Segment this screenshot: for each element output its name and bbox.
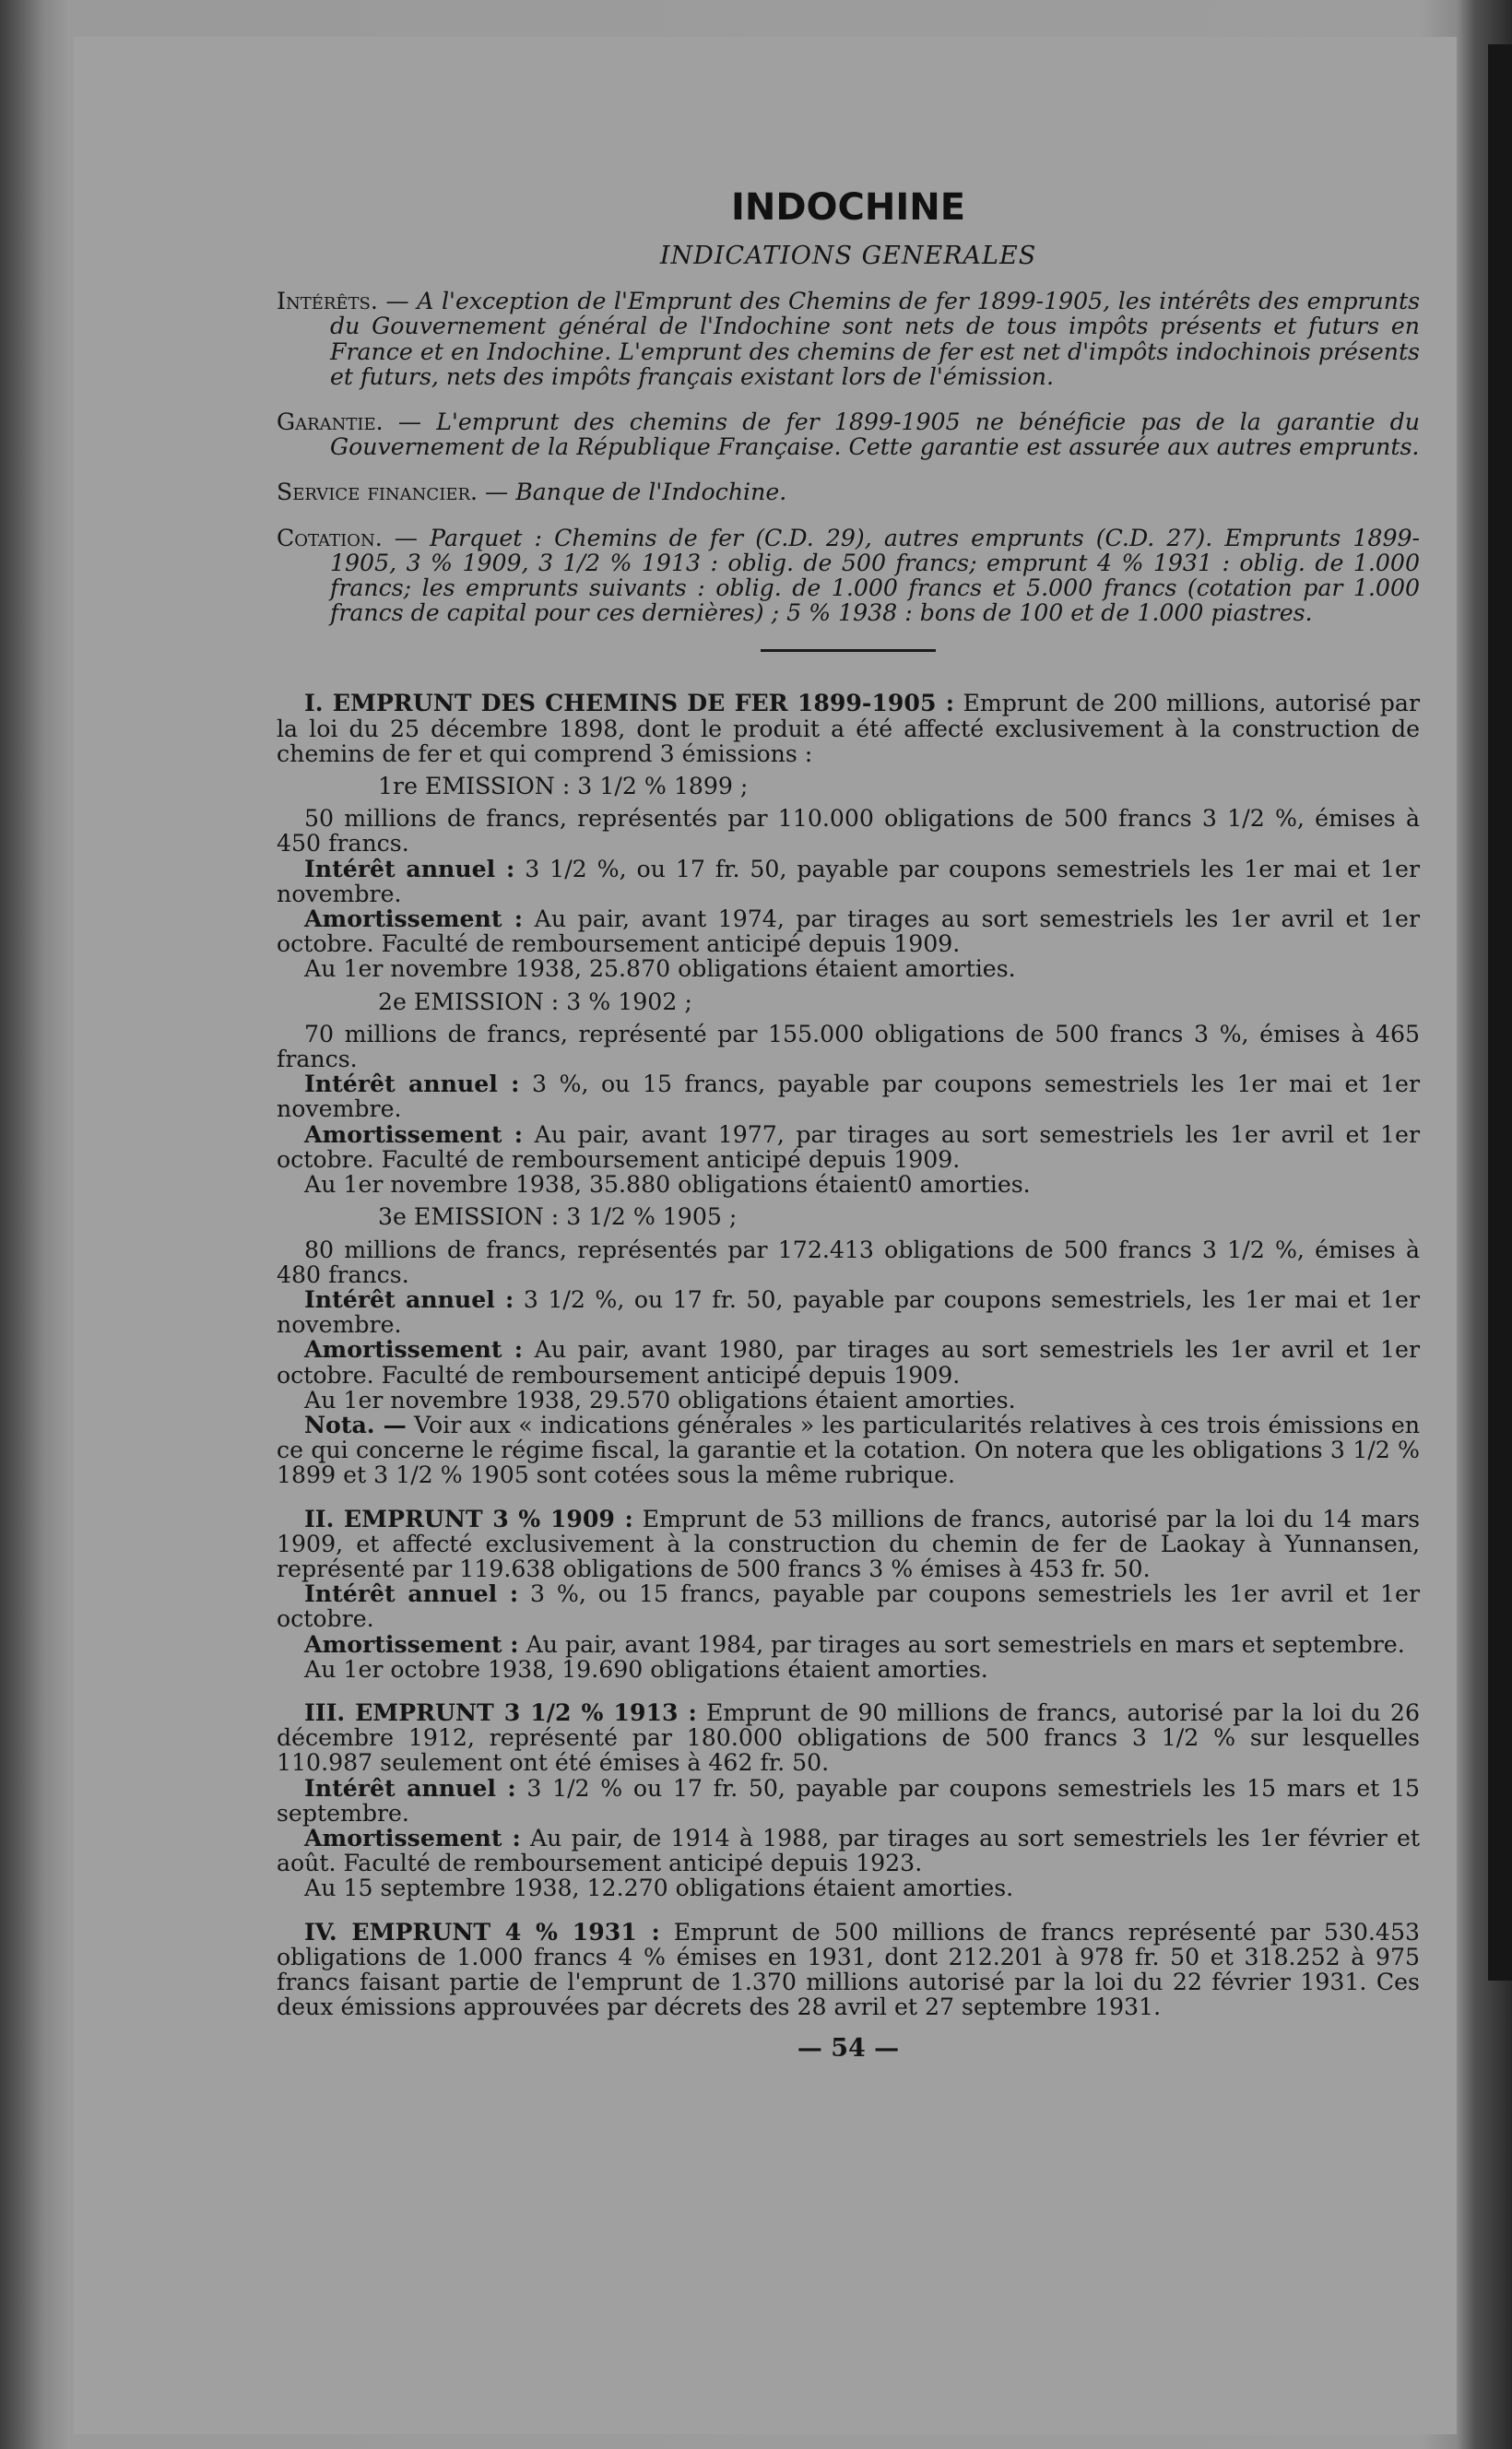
interet-label: Intérêt annuel : [304,1773,516,1802]
entry-label: Cotation. — [277,524,418,551]
entry-text: Parquet : Chemins de fer (C.D. 29), autres emprunts (C.D. 27). Emprunts 1899-1905, 3 % 1909, 3 1/2 % 1913 : oblig. de 500 francs; emprunt 4 % 1931 : oblig. de 1.000 francs; les emprunts suivants : oblig. de 1.000 francs et 5.000 francs (cotation par 1.000 francs de capital pour ces dernières) ; 5 % 1938 : bons de 100 et de 1.000 piastres. [330,524,1420,627]
nota-text: Voir aux « indications générales » les particularités relatives à ces trois émissions en ce qui concerne le régime fiscal, la garantie et la cotation. On notera que les obligations 3 1/2 % 1899 et 3 1/2 % 1905 sont cotées sous la même rubrique. [277,1411,1420,1489]
entry-text: Banque de l'Indochine. [515,479,787,506]
nota-label: Nota. — [304,1410,407,1438]
section-1-nota [277,1410,1420,1489]
entry-label: Garantie. — [277,408,422,436]
amort-text: Au pair, avant 1980, par tirages au sort semestriels les 1er avril et 1er octobre. Faculté de remboursement anticipé depuis 1909. [277,1336,1420,1389]
section-3-heading: III. EMPRUNT 3 1/2 % 1913 : [304,1698,697,1726]
emission-2-situation: Au 1er novembre 1938, 35.880 obligations étaient0 amorties. [304,1171,1031,1199]
section-4-text: Emprunt de 500 millions de francs représenté par 530.453 obligations de 1.000 francs 4 % émises en 1931, dont 212.201 à 978 fr. 50 et 318.252 à 975 francs faisant partie de l'emprunt de 1.370 millions autorisé par la loi du 22 février 1931. Ces deux émissions approuvées par décrets des 28 avril et 27 septembre 1931. [277,1918,1420,2021]
section-3-amort [277,1823,1420,1877]
interet-text: 3 1/2 %, ou 17 fr. 50, payable par coupons semestriels les 1er mai et 1er novembre. [277,855,1420,907]
section-3-text: Emprunt de 90 millions de francs, autorisé par la loi du 26 décembre 1912, représenté par 180.000 obligations de 500 francs 3 1/2 % sur lesquelles 110.987 seulement ont été émises à 462 fr. 50. [277,1698,1420,1777]
emission-1-situation: Au 1er novembre 1938, 25.870 obligations étaient amorties. [304,955,1016,983]
interet-text: 3 %, ou 15 francs, payable par coupons semestriels les 1er mai et 1er novembre. [277,1071,1421,1123]
entry-label: Intérêts. — [277,288,409,315]
interet-text: 3 1/2 %, ou 17 fr. 50, payable par coupons semestriels, les 1er mai et 1er novembre. [277,1285,1420,1339]
interet-label: Intérêt annuel : [304,1284,514,1313]
interet-text: 3 1/2 % ou 17 fr. 50, payable par coupons semestriels les 15 mars et 15 septembre. [277,1774,1420,1827]
interet-label: Intérêt annuel : [304,1579,519,1608]
emission-3-situation: Au 1er novembre 1938, 29.570 obligations étaient amorties. [304,1386,1016,1414]
entry-label: Service financier. — [277,479,509,506]
emission-1-heading: 1re EMISSION : 3 1/2 % 1899 ; [378,773,749,800]
emission-2-heading: 2e EMISSION : 3 % 1902 ; [378,988,692,1015]
amort-label: Amortissement : [304,1629,519,1658]
general-interets [277,289,1420,389]
amort-text: Au pair, de 1914 à 1988, par tirages au sort semestriels les 1er février et août. Faculté de remboursement anticipé depuis 1923. [277,1824,1420,1877]
emission-2-interet [277,1071,1420,1121]
amort-text: Au pair, avant 1977, par tirages au sort semestriels les 1er avril et 1er octobre. Faculté de remboursement anticipé depuis 1909. [277,1120,1420,1173]
entry-text: L'emprunt des chemins de fer 1899-1905 ne bénéficie pas de la garantie du Gouvernement de la République Française. Cette garantie est assurée aux autres emprunts. [330,408,1420,461]
section-2-situation: Au 1er octobre 1938, 19.690 obligations étaient amorties. [304,1655,988,1683]
section-3-intro [277,1700,1420,1776]
emission-2-amort [277,1119,1420,1173]
general-service [277,479,1420,504]
amort-text: Au pair, avant 1984, par tirages au sort semestriels en mars et septembre. [526,1630,1405,1658]
page-title: INDOCHINE [730,186,966,229]
emission-3-interet [277,1284,1420,1339]
section-3-situation: Au 15 septembre 1938, 12.270 obligations étaient amorties. [304,1875,1014,1902]
section-2-interet [277,1581,1420,1631]
general-garantie [277,409,1420,459]
section-3-interet [277,1773,1420,1827]
emission-3-desc: 80 millions de francs, représentés par 172.413 obligations de 500 francs 3 1/2 %, émises à 480 francs. [277,1236,1420,1288]
section-2-intro [277,1504,1420,1582]
interet-label: Intérêt annuel : [304,1070,520,1098]
amort-text: Au pair, avant 1974, par tirages au sort semestriels les 1er avril et 1er octobre. Faculté de remboursement anticipé depuis 1909. [277,905,1420,958]
emission-1-amort [277,906,1420,956]
interet-label: Intérêt annuel : [304,854,515,882]
section-2-heading: II. EMPRUNT 3 % 1909 : [304,1504,633,1532]
entry-text: A l'exception de l'Emprunt des Chemins de fer 1899-1905, les intérêts des emprunts du Gouvernement général de l'Indochine sont nets de tous impôts présents et futurs en France et en Indochine. L'emprunt des chemins de fer est net d'impôts indochinois présents et futurs, nets des impôts français existant lors de l'émission. [330,288,1421,390]
amort-label: Amortissement : [304,1823,521,1852]
amort-label: Amortissement : [304,1119,524,1148]
emission-1-interet [277,854,1420,907]
section-4-intro [277,1917,1420,2021]
section-2-amort [277,1629,1420,1658]
emission-3-amort [277,1337,1420,1387]
interet-text: 3 %, ou 15 francs, payable par coupons semestriels les 1er avril et 1er octobre. [277,1580,1420,1633]
section-4-heading: IV. EMPRUNT 4 % 1931 : [304,1917,660,1946]
general-cotation [277,526,1420,626]
page-subtitle: INDICATIONS GENERALES [659,242,1037,270]
emission-3-heading: 3e EMISSION : 3 1/2 % 1905 ; [378,1203,738,1231]
section-1-intro [277,691,1420,766]
page-content [277,138,1420,2062]
page-number: — 54 — [797,2034,900,2064]
emission-1-desc: 50 millions de francs, représentés par 110.000 obligations de 500 francs 3 1/2 %, émises à 450 francs. [277,805,1420,858]
amort-label: Amortissement : [304,1335,524,1364]
emission-2-desc: 70 millions de francs, représenté par 155.000 obligations de 500 francs 3 %, émises à 465 francs. [277,1020,1420,1073]
page-edge-shadow [1488,44,1512,1981]
section-1-text: Emprunt de 200 millions, autorisé par la loi du 25 décembre 1898, dont le produit a été affecté exclusivement à la construction de chemins de fer et qui comprend 3 émissions : [277,690,1420,767]
section-2-text: Emprunt de 53 millions de francs, autorisé par la loi du 14 mars 1909, et affecté exclusivement à la construction du chemin de fer de Laokay à Yunnansen, représenté par 119.638 obligations de 500 francs 3 % émises à 453 fr. 50. [277,1505,1420,1582]
section-1-heading: I. EMPRUNT DES CHEMINS DE FER 1899-1905 : [304,689,955,717]
separator-rule [761,649,936,652]
amort-label: Amortissement : [304,905,524,933]
